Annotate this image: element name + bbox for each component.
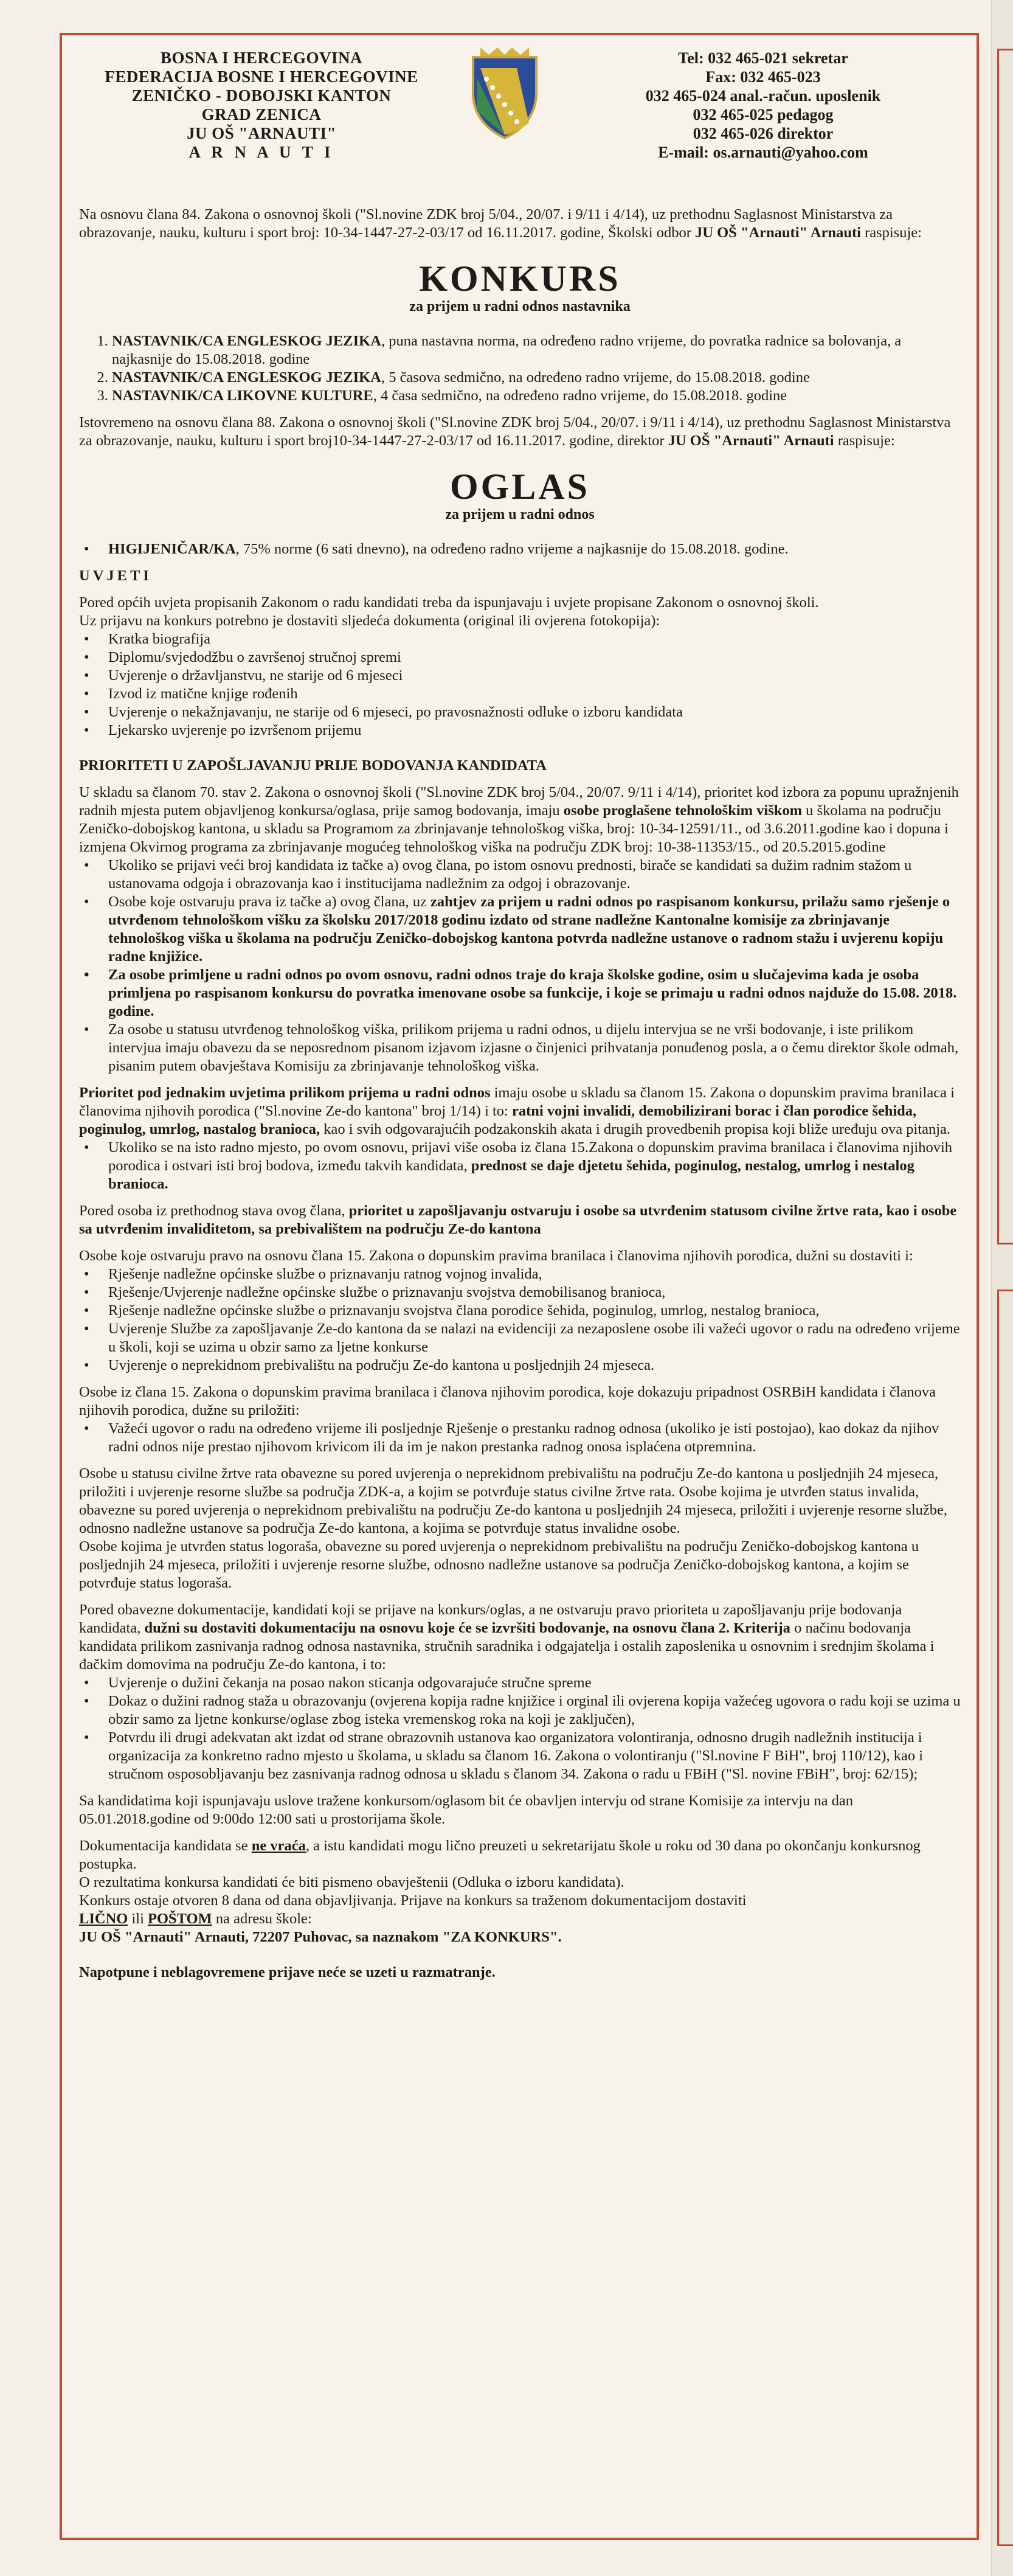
prioritet-paragraph: Prioritet pod jednakim uvjetima prilikom prijema u radni odnos imaju osobe u skladu sa članom 15. Zakona o dopunskim pravima branilaca i članovima njihovih porodica ("Sl.novine Ze-do kantona" broj 1/14) i to: ratni vojni invalidi, demobilizirani borac i član porodice šehida, poginulog, umrlog, nastalog branioca, kao i svih odgovarajućih podzakonskih akata i drugih provedbenih propisa koji bliže uređuju ova pitanja. bbox=[79, 1085, 955, 1137]
contact-line: 032 465-026 direktor bbox=[693, 125, 834, 142]
contact-line: 032 465-025 pedagog bbox=[693, 106, 834, 123]
uvjeti-paragraph: Pored općih uvjeta propisanih Zakonom o radu kandidati treba da ispunjavaju i uvjete propisane Zakonom o osnovnoj školi. bbox=[79, 594, 819, 611]
header-line: A R N A U T I bbox=[188, 143, 334, 161]
istovremeno-paragraph: Istovremeno na osnovu člana 88. Zakona o osnovnoj školi ("Sl.novine ZDK broj 5/04., 20/07. i 9/11 i 4/14), uz prethodnu Saglasnost Ministarstva za obrazovanje, nauku, kulturu i sport broj10-34-1447-27-2-03/17 od 16.11.2017. godine, direktor JU OŠ "Arnauti" Arnauti raspisuje: bbox=[79, 414, 951, 449]
position-item: 3. NASTAVNIK/CA LIKOVNE KULTURE, 4 časa sedmično, na određeno radno vrijeme, do 15.08.2018. godine bbox=[112, 387, 961, 405]
school-contact-block bbox=[565, 49, 961, 162]
list-item: • Za osobe u statusu utvrđenog tehnološkog viška, prilikom prijema u radni odnos, u dijelu intervjua se ne vrši bodovanje, i iste prilikom intervjua imaju obavezu da se neposrednom pisanom izjavom izjasne o činjenici prihvatanja ponuđenog posla, a o čemu direktor škole odmah, pisanim putem obavještava Komisiju za zbrinjavanje tehnološkog viška. bbox=[108, 1021, 961, 1075]
adresa-paragraph: JU OŠ "Arnauti" Arnauti, 72207 Puhovac, sa naznakom "ZA KONKURS". bbox=[79, 1929, 562, 1945]
documents-list bbox=[79, 630, 961, 740]
clan15-paragraph: Osobe koje ostvaruju pravo na osnovu člana 15. Zakona o dopunskim pravima branilaca i članovima njihovih porodica, dužni su dostaviti i: bbox=[79, 1248, 913, 1264]
list-item: • Važeći ugovor o radu na određeno vrijeme ili posljednje Rješenje o prestanku radnog odnosa (ukoliko je isti postojao), kao dokaz da njihov radni odnos nije prestao njihovom krivicom ili da im je nakon prestanka radnog onosa isplaćena otpremnina. bbox=[108, 1420, 961, 1456]
konkurs-subtitle: za prijem u radni odnos nastavnika bbox=[409, 299, 631, 314]
konkurs-title: KONKURS bbox=[419, 259, 621, 299]
list-item: • Potvrdu ili drugi adekvatan akt izdat od strane obrazovnih ustanova kao organizatora volontiranja, odnosno drugih nadležnih institucija i organizacija za konkretno radno mjesto u školama, u skladu sa članom 16. Zakona o volontiranju ("Sl.novine F BiH", broj 110/12), kao i stručnom osposobljavanju bez zasnivanja radnog odnosa u skladu s članom 34. Zakona o radu u FBiH ("Sl. novine FBiH", broj: 62/15); bbox=[108, 1729, 961, 1783]
contact-line: Tel: 032 465-021 sekretar bbox=[678, 49, 848, 67]
list-item: • Osobe koje ostvaruju prava iz tačke a) ovog člana, uz zahtjev za prijem u radni odnos po raspisanom konkursu, prilažu samo rješenje o utvrđenom tehnološkom višku za školsku 2017/2018 godinu izdato od strane nadležne Kantonalne komisije za zbrinjavanje tehnološkog viška u školama na području Zeničko-dobojskog kantona potvrda nadležne ustanove o radnom stažu i uvjerenu kopiju radne knjižice. bbox=[108, 893, 961, 966]
list-item: • Za osobe primljene u radni odnos po ovom osnovu, radni odnos traje do kraja školske godine, osim u slučajevima kada je osoba primljena po raspisanom konkursu do povratka imenovane osobe sa funkcije, i koje se primaju u radni odnos najduže do 15.08. 2018. godine. bbox=[108, 966, 961, 1021]
logorasi-paragraph: Osobe kojima je utvrđen status logoraša, obavezne su pored uvjerenja o neprekidnom prebivalištu na području Zeničko-dobojskog kantona u posljednjih 24 mjeseca, priložiti i uvjerenje resorne službe, odnosno nadležne ustanove sa područja Zeničko-dobojskog kantona, a kojim se potvrđuje status logoraša. bbox=[79, 1538, 919, 1591]
school-address-block bbox=[79, 49, 444, 162]
list-item: • Ukoliko se na isto radno mjesto, po ovom osnovu, prijavi više osoba iz člana 15.Zakona o dopunskim pravima branilaca i članovima njihovih porodica i ostvari isti broj bodova, između takvih kandidata, prednost se daje djetetu šehida, poginulog, nestalog, umrlog i nestalog branioca. bbox=[108, 1139, 961, 1193]
list-item: • Dokaz o dužini radnog staža u obrazovanju (ovjerena kopija radne knjižice i orginal ili ovjerena kopija važećeg ugovora o radu koji se uzima u obzir samo za ljetne konkurse/oglase zbog isteka vremenskog roka na koji je zaključen), bbox=[108, 1692, 961, 1729]
header-line: JU OŠ "ARNAUTI" bbox=[186, 124, 336, 142]
prioriteti-heading: PRIORITETI U ZAPOŠLJAVANJU PRIJE BODOVANJA KANDIDATA bbox=[79, 757, 547, 774]
napomena-paragraph: Napotpune i neblagovremene prijave neće se uzeti u razmatranje. bbox=[79, 1964, 496, 1981]
header-line: ZENIČKO - DOBOJSKI KANTON bbox=[131, 86, 392, 105]
position-list bbox=[79, 332, 961, 405]
canton-crest-icon bbox=[468, 44, 541, 141]
dokumentacija-paragraph: Dokumentacija kandidata se ne vraća, a istu kandidati mogu lično preuzeti u sekretarijatu škole u roku od 30 dana po okončanju konkursnog postupka. bbox=[79, 1838, 921, 1872]
list-item: • Uvjerenje o dužini čekanja na posao nakon sticanja odgovarajuće stručne spreme bbox=[108, 1674, 961, 1692]
oglas-subtitle: za prijem u radni odnos bbox=[445, 507, 595, 522]
adjacent-frame bbox=[997, 1290, 1013, 2546]
rok-paragraph: Konkurs ostaje otvoren 8 dana od dana objavljivanja. Prijave na konkurs sa traženom dokumentacijom dostaviti bbox=[79, 1892, 747, 1909]
adjacent-frame bbox=[997, 49, 1013, 1245]
list-item: • Rješenje nadležne općinske službe o priznavanju svojstva člana porodice šehida, poginulog, umrlog, nestalog branioca, bbox=[108, 1302, 961, 1320]
oglas-title: OGLAS bbox=[449, 467, 590, 507]
rezultati-paragraph: O rezultatima konkursa kandidati će biti pismeno obavještenii (Odluka o izboru kandidata). bbox=[79, 1874, 624, 1890]
list-item: • Kratka biografija bbox=[108, 630, 961, 648]
position-item: 2. NASTAVNIK/CA ENGLESKOG JEZIKA, 5 časova sedmično, na određeno radno vrijeme, do 15.08.2018. godine bbox=[112, 369, 961, 387]
position-item: 1. NASTAVNIK/CA ENGLESKOG JEZIKA, puna nastavna norma, na određeno radno vrijeme, do povratka radnice sa bolovanja, a najkasnije do 15.08.2018. godine bbox=[112, 332, 961, 369]
bodovanje-paragraph: Pored obavezne dokumentacije, kandidati koji se prijave na konkurs/oglas, a ne ostvaruju pravo prioriteta u zapošljavanju prije bodovanja kandidata, dužni su dostaviti dokumentaciju na osnovu koje će se izvršiti bodovanje, na osnovu člana 2. Kriterija o načinu bodovanja kandidata prilikom zasnivanja radnog odnosa nastavnika, stručnih saradnika i odgajatelja i ostalih zaposlenika u osnovnim i srednjim školama i đačkim domovima na području Ze-do kantona, i to: bbox=[79, 1602, 935, 1673]
list-item: • Diplomu/svjedodžbu o završenoj stručnoj spremi bbox=[108, 648, 961, 667]
header-line: FEDERACIJA BOSNE I HERCEGOVINE bbox=[105, 68, 418, 86]
contact-line: Fax: 032 465-023 bbox=[705, 68, 821, 86]
civilne-zrtve-docs-paragraph: Osobe u statusu civilne žrtve rata obavezne su pored uvjerenja o neprekidnom prebivalištu na području Ze-do kantona u posljednjih 24 mjeseca, priložiti i uvjerenje resorne službe sa područja ZDK-a, a kojim se potvrđuje status civilne žrtve rata. Osobe kojima je utvrđen status invalida, obavezne su pored uvjerenja o neprekidnom prebivalištu na području Ze-do kantona u posljednjih 24 mjeseca, priložiti i uvjerenje resorne službe, odnosno nadležne ustanove sa područja Ze-do kantona, a kojima se potvrđuje status invalidne osobe. bbox=[79, 1465, 948, 1536]
list-item: • Uvjerenje o neprekidnom prebivalištu na području Ze-do kantona u posljednjih 24 mjeseca. bbox=[108, 1356, 961, 1375]
list-item: • Uvjerenje o državljanstvu, ne starije od 6 mjeseci bbox=[108, 667, 961, 685]
list-item: • Uvjerenje o nekažnjavanju, ne starije od 6 mjeseci, po pravosnažnosti odluke o izboru kandidata bbox=[108, 703, 961, 721]
uvjeti-heading: UVJETI bbox=[79, 568, 152, 584]
osrbih-list bbox=[79, 1420, 961, 1456]
list-item: • Ukoliko se prijavi veći broj kandidata iz tačke a) ovog člana, po istom osnovu prednosti, birače se kandidati sa dužim radnim stažom u ustanovama odgoja i obrazovanja kao i institucijama nadležnim za odgoj i obrazovanje. bbox=[108, 856, 961, 893]
intervju-paragraph: Sa kandidatima koji ispunjavaju uslove tražene konkursom/oglasom bit će obavljen intervju od strane Komisije za intervju na dan 05.01.2018.godine od 9:00do 12:00 sati u prostorijama škole. bbox=[79, 1793, 854, 1827]
contact-line: 032 465-024 anal.-račun. uposlenik bbox=[645, 87, 881, 105]
prioritet-list bbox=[79, 1139, 961, 1193]
announcement-body bbox=[79, 206, 961, 1982]
header-line: BOSNA I HERCEGOVINA bbox=[160, 49, 363, 67]
oglas-list bbox=[79, 540, 961, 558]
uvjeti-paragraph: Uz prijavu na konkurs potrebno je dostaviti sljedeća dokumenta (original ili ovjerena fotokopija): bbox=[79, 613, 660, 629]
prioriteti-paragraph: U skladu sa članom 70. stav 2. Zakona o osnovnoj školi ("Sl.novine ZDK broj 5/04., 20/07. 9/11 i 4/14), prioritet kod izbora za popunu upražnjenih radnih mjesta putem objavljenog konkursa/oglasa, prije samog bodovanja, imaju osobe proglašene tehnološkim viškom u školama na području Zeničko-dobojskog kantona, u skladu sa Programom za zbrinjavanje tehnološkog viška, broj: 10-34-12591/11., od 3.6.2011.godine kao i dopuna i izmjena Okvirnog programa za zbrinjavanje mogućeg tehnološkog viška na području ZDK broj: 10-38-11353/15., od 20.5.2015.godine bbox=[79, 784, 959, 855]
oglas-item: • HIGIJENIČAR/KA, 75% norme (6 sati dnevno), na određeno radno vrijeme a najkasnije do 15.08.2018. godine. bbox=[108, 540, 961, 558]
intro-paragraph: Na osnovu člana 84. Zakona o osnovnoj školi ("Sl.novine ZDK broj 5/04., 20/07. i 9/11 i 4/14), uz prethodnu Saglasnost Ministarstva za obrazovanje, nauku, kulturu i sport broj: 10-34-1447-27-2-03/17 od 16.11.2017. godine, Školski odbor JU OŠ "Arnauti" Arnauti raspisuje: bbox=[79, 206, 922, 241]
bodovanje-list bbox=[79, 1674, 961, 1783]
list-item: • Ljekarsko uvjerenje po izvršenom prijemu bbox=[108, 721, 961, 740]
header-line: GRAD ZENICA bbox=[201, 105, 322, 123]
prioriteti-list bbox=[79, 856, 961, 1075]
clan15-documents-list bbox=[79, 1265, 961, 1375]
list-item: • Izvod iz matične knjige rođenih bbox=[108, 685, 961, 703]
dostava-paragraph: LIČNO ili POŠTOM na adresu škole: bbox=[79, 1911, 312, 1927]
school-header bbox=[79, 44, 961, 190]
list-item: • Rješenje/Uvjerenje nadležne općinske službe o priznavanju svojstva demobilisanog branioca, bbox=[108, 1283, 961, 1302]
list-item: • Uvjerenje Službe za zapošljavanje Ze-do kantona da se nalazi na evidenciji za nezaposlene osobe ili važeći ugovor o radu na određeno vrijeme u školi, koji se uzima u obzir samo za ljetne konkurse bbox=[108, 1320, 961, 1356]
civilne-zrtve-paragraph: Pored osoba iz prethodnog stava ovog člana, prioritet u zapošljavanju ostvaruju i osobe sa utvrđenim statusom civilne žrtve rata, kao i osobe sa utvrđenim invaliditetom, sa prebivalištem na području Ze-do kantona bbox=[79, 1203, 957, 1237]
osrbih-paragraph: Osobe iz člana 15. Zakona o dopunskim pravima branilaca i članova njihovim porodica, koje dokazuju pripadnost OSRBiH kandidata i članova njihovih porodica, dužne su priložiti: bbox=[79, 1384, 936, 1418]
contact-line: E-mail: os.arnauti@yahoo.com bbox=[658, 144, 868, 161]
list-item: • Rješenje nadležne općinske službe o priznavanju ratnog vojnog invalida, bbox=[108, 1265, 961, 1283]
